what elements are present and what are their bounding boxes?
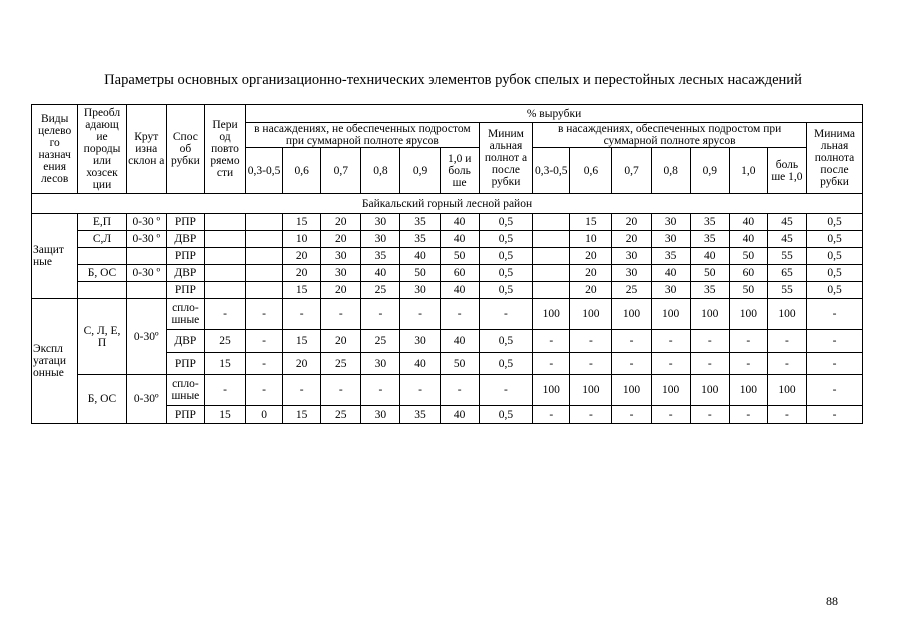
cell-method: РПР — [166, 282, 204, 299]
cell-value: - — [533, 406, 570, 424]
cell-value: 40 — [690, 248, 729, 265]
cell-value: 20 — [283, 353, 321, 375]
cell-value: 30 — [651, 282, 690, 299]
cell-method: спло- шные — [166, 375, 204, 406]
cell-value: - — [570, 406, 612, 424]
cell-period — [204, 265, 245, 282]
cell-value: 100 — [570, 299, 612, 330]
cell-value: 50 — [440, 353, 479, 375]
cell-value: - — [570, 330, 612, 353]
cell-value — [533, 231, 570, 248]
cell-value — [246, 248, 283, 265]
group-exploitation: Экспл уатаци онные — [32, 299, 78, 424]
cell-value: 0 — [246, 406, 283, 424]
cell-method: РПР — [166, 248, 204, 265]
density-b: боль ше 1,0 — [767, 148, 806, 194]
cell-value: 30 — [651, 214, 690, 231]
cell-value: 40 — [651, 265, 690, 282]
table-row — [32, 375, 863, 406]
cell-period: - — [204, 375, 245, 406]
cell-value: 50 — [690, 265, 729, 282]
header-species: Преобл адающ ие породы или хозсек ции — [78, 105, 126, 194]
cell-value: - — [690, 353, 729, 375]
cell-min: 0,5 — [479, 231, 533, 248]
cell-period — [204, 282, 245, 299]
cell-value: 100 — [729, 299, 767, 330]
cell-method: РПР — [166, 214, 204, 231]
cell-value: 40 — [440, 406, 479, 424]
density-b: 0,7 — [612, 148, 651, 194]
cell-value: 40 — [729, 214, 767, 231]
page-title: Параметры основных организационно-технических элементов рубок спелых и перестойных лесных насаждений — [104, 72, 802, 88]
cell-slope: 0-30 º — [126, 231, 166, 248]
cell-min: 0,5 — [479, 214, 533, 231]
cell-value: 40 — [440, 214, 479, 231]
cell-value: 35 — [690, 282, 729, 299]
cell-value: 100 — [767, 299, 806, 330]
cell-value: 15 — [283, 406, 321, 424]
cell-value: 100 — [533, 375, 570, 406]
cell-value: 20 — [283, 248, 321, 265]
cell-period: 15 — [204, 406, 245, 424]
cell-value: 20 — [321, 282, 361, 299]
cell-value: 30 — [361, 406, 400, 424]
cell-method: ДВР — [166, 231, 204, 248]
density-b: 0,6 — [570, 148, 612, 194]
cell-value: 35 — [690, 214, 729, 231]
cell-species: Е,П — [78, 214, 126, 231]
cell-value — [533, 248, 570, 265]
cell-value — [246, 282, 283, 299]
header-min-b: Минима льная полнота после рубки — [807, 123, 863, 194]
cell-value: 100 — [767, 375, 806, 406]
cell-value: 35 — [400, 214, 440, 231]
density-b: 0,8 — [651, 148, 690, 194]
cell-min: - — [807, 353, 863, 375]
cell-method: ДВР — [166, 265, 204, 282]
cell-value: - — [767, 330, 806, 353]
cell-value: - — [246, 330, 283, 353]
cell-value: - — [651, 406, 690, 424]
cell-value: - — [690, 406, 729, 424]
cell-value: 45 — [767, 214, 806, 231]
cell-value — [246, 214, 283, 231]
cell-value: 40 — [361, 265, 400, 282]
cell-value: 100 — [651, 299, 690, 330]
cell-min: 0,5 — [807, 265, 863, 282]
cell-value: - — [612, 406, 651, 424]
header-min-a: Миним альная полнот а после рубки — [479, 123, 533, 194]
cell-value: 35 — [400, 231, 440, 248]
cell-value: 60 — [440, 265, 479, 282]
cell-value: - — [533, 330, 570, 353]
group-protective: Защит ные — [32, 214, 78, 299]
header-percent-cut: % вырубки — [246, 105, 863, 123]
cell-value: 20 — [612, 231, 651, 248]
cell-period: - — [204, 299, 245, 330]
cell-value: 35 — [400, 406, 440, 424]
cell-value: - — [767, 353, 806, 375]
cell-value: 100 — [612, 299, 651, 330]
cell-value: - — [283, 299, 321, 330]
cell-value — [533, 265, 570, 282]
header-group-a: в насаждениях, не обеспеченных подростом при суммарной полноте ярусов — [246, 123, 480, 148]
cell-value: - — [246, 299, 283, 330]
region-row — [32, 194, 863, 214]
cell-min: - — [479, 375, 533, 406]
cell-value: 25 — [361, 330, 400, 353]
cell-value: 20 — [570, 248, 612, 265]
cell-min: 0,5 — [807, 282, 863, 299]
cell-value: 60 — [729, 265, 767, 282]
cell-value: 15 — [283, 214, 321, 231]
cell-value: 50 — [400, 265, 440, 282]
cell-value: 100 — [612, 375, 651, 406]
cell-value: 50 — [729, 282, 767, 299]
cell-value: 40 — [729, 231, 767, 248]
cell-value: 65 — [767, 265, 806, 282]
cell-value: 20 — [321, 231, 361, 248]
cell-value: - — [400, 375, 440, 406]
cell-value: 30 — [612, 265, 651, 282]
header-slope: Крут изна склон а — [126, 105, 166, 194]
cell-value: - — [361, 375, 400, 406]
table-row — [32, 265, 863, 282]
cell-value: - — [283, 375, 321, 406]
cell-min: 0,5 — [807, 248, 863, 265]
table-row — [32, 231, 863, 248]
cell-min: 0,5 — [807, 214, 863, 231]
cell-value: 20 — [283, 265, 321, 282]
cell-value: - — [570, 353, 612, 375]
cell-min: - — [807, 406, 863, 424]
density-a: 0,6 — [283, 148, 321, 194]
cell-value: 25 — [321, 353, 361, 375]
cell-value: 55 — [767, 282, 806, 299]
table-row — [32, 214, 863, 231]
cell-species — [78, 282, 126, 299]
cell-value: - — [321, 299, 361, 330]
cell-value: - — [246, 353, 283, 375]
cell-min: 0,5 — [479, 330, 533, 353]
density-a: 1,0 и боль ше — [440, 148, 479, 194]
cell-value: 40 — [400, 248, 440, 265]
cell-value: - — [767, 406, 806, 424]
cell-method: спло- шные — [166, 299, 204, 330]
table-row — [32, 248, 863, 265]
cell-value: - — [321, 375, 361, 406]
cell-slope — [126, 282, 166, 299]
cell-value: 10 — [570, 231, 612, 248]
density-a: 0,7 — [321, 148, 361, 194]
density-b: 0,9 — [690, 148, 729, 194]
cell-value: 100 — [690, 299, 729, 330]
cell-value: - — [246, 375, 283, 406]
cell-min: 0,5 — [479, 248, 533, 265]
density-b: 1,0 — [729, 148, 767, 194]
cell-method: РПР — [166, 406, 204, 424]
cell-value: 30 — [612, 248, 651, 265]
cell-value: 30 — [361, 353, 400, 375]
cell-value — [246, 265, 283, 282]
cell-value: - — [651, 353, 690, 375]
table-row — [32, 282, 863, 299]
cell-value: 100 — [690, 375, 729, 406]
header-method: Спос об рубки — [166, 105, 204, 194]
density-a: 0,9 — [400, 148, 440, 194]
cell-min: - — [807, 330, 863, 353]
density-a: 0,3-0,5 — [246, 148, 283, 194]
logging-parameters-table — [31, 104, 863, 424]
cell-value: 55 — [767, 248, 806, 265]
cell-period — [204, 231, 245, 248]
cell-value: 35 — [361, 248, 400, 265]
cell-min: 0,5 — [479, 406, 533, 424]
cell-species: С, Л, Е, П — [78, 299, 126, 375]
cell-value: 100 — [570, 375, 612, 406]
cell-species — [78, 248, 126, 265]
cell-period — [204, 248, 245, 265]
table-row — [32, 299, 863, 330]
cell-value: 30 — [321, 265, 361, 282]
cell-value: 30 — [321, 248, 361, 265]
cell-value: 100 — [651, 375, 690, 406]
cell-value: 40 — [440, 231, 479, 248]
cell-slope: 0-30º — [126, 375, 166, 424]
cell-value: - — [361, 299, 400, 330]
cell-value: 50 — [440, 248, 479, 265]
cell-species: Б, ОС — [78, 265, 126, 282]
cell-value: 25 — [321, 406, 361, 424]
cell-value — [246, 231, 283, 248]
cell-species: С,Л — [78, 231, 126, 248]
cell-slope: 0-30 º — [126, 214, 166, 231]
cell-value: - — [440, 375, 479, 406]
cell-value: 30 — [361, 231, 400, 248]
cell-value: - — [729, 353, 767, 375]
cell-value: - — [400, 299, 440, 330]
cell-slope: 0-30º — [126, 299, 166, 375]
cell-value: 100 — [533, 299, 570, 330]
cell-value: 35 — [651, 248, 690, 265]
cell-value: 30 — [400, 330, 440, 353]
cell-value: 15 — [570, 214, 612, 231]
cell-value: - — [651, 330, 690, 353]
cell-value: 100 — [729, 375, 767, 406]
cell-slope: 0-30 º — [126, 265, 166, 282]
cell-value: 40 — [440, 330, 479, 353]
cell-min: 0,5 — [479, 265, 533, 282]
cell-value: - — [533, 353, 570, 375]
density-a: 0,8 — [361, 148, 400, 194]
cell-value: 20 — [570, 265, 612, 282]
cell-value: 30 — [400, 282, 440, 299]
density-b: 0,3-0,5 — [533, 148, 570, 194]
cell-min: - — [807, 375, 863, 406]
cell-method: РПР — [166, 353, 204, 375]
cell-value: - — [612, 330, 651, 353]
cell-method: ДВР — [166, 330, 204, 353]
cell-value: 30 — [361, 214, 400, 231]
cell-value: - — [612, 353, 651, 375]
cell-value: 20 — [321, 330, 361, 353]
cell-value: - — [729, 406, 767, 424]
cell-min: 0,5 — [807, 231, 863, 248]
header-group-b: в насаждениях, обеспеченных подростом при суммарной полноте ярусов — [533, 123, 807, 148]
header-period: Пери од повто ряемо сти — [204, 105, 245, 194]
cell-value: - — [690, 330, 729, 353]
cell-value: 40 — [440, 282, 479, 299]
cell-value: 15 — [283, 282, 321, 299]
cell-value: 40 — [400, 353, 440, 375]
cell-value: 15 — [283, 330, 321, 353]
cell-value: 45 — [767, 231, 806, 248]
cell-value: 25 — [361, 282, 400, 299]
cell-min: - — [807, 299, 863, 330]
cell-value: 25 — [612, 282, 651, 299]
cell-min: 0,5 — [479, 353, 533, 375]
region-name: Байкальский горный лесной район — [32, 194, 863, 214]
cell-period — [204, 214, 245, 231]
cell-value — [533, 214, 570, 231]
cell-value: 20 — [321, 214, 361, 231]
cell-min: 0,5 — [479, 282, 533, 299]
cell-species: Б, ОС — [78, 375, 126, 424]
cell-value: 10 — [283, 231, 321, 248]
cell-value — [533, 282, 570, 299]
cell-value: 20 — [570, 282, 612, 299]
cell-value: - — [440, 299, 479, 330]
cell-period: 25 — [204, 330, 245, 353]
cell-value: 20 — [612, 214, 651, 231]
header-purpose: Виды целево го назнач ения лесов — [32, 105, 78, 194]
cell-slope — [126, 248, 166, 265]
cell-period: 15 — [204, 353, 245, 375]
header-row-1 — [32, 105, 863, 123]
cell-value: 30 — [651, 231, 690, 248]
cell-value: 50 — [729, 248, 767, 265]
cell-value: 35 — [690, 231, 729, 248]
page-number: 88 — [826, 594, 838, 608]
cell-value: - — [729, 330, 767, 353]
cell-min: - — [479, 299, 533, 330]
